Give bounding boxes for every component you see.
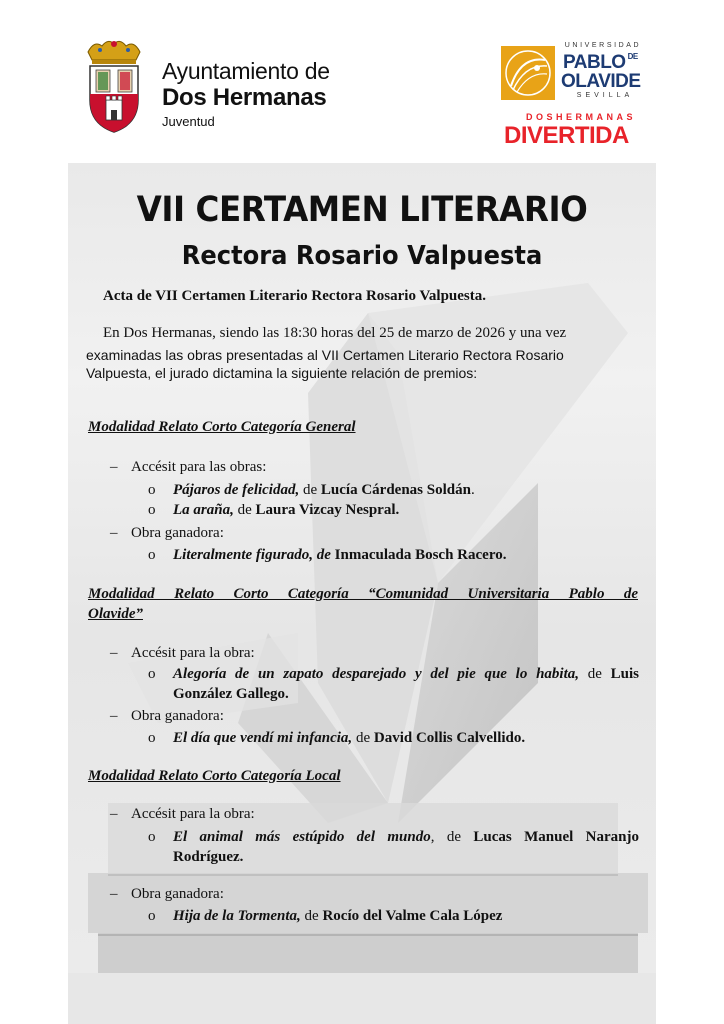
local-accesit1-title: El animal más estúpido del mundo	[173, 829, 431, 845]
local-accesit1-bullet: o	[148, 829, 156, 845]
upo-seal-icon	[501, 46, 555, 100]
local-accesit1-author-part2: Rodríguez.	[173, 849, 244, 865]
local-winner-entry	[173, 907, 502, 926]
general-accesit1-bullet: o	[148, 482, 156, 498]
universitaria-accesit1-bullet: o	[148, 666, 156, 682]
section-general-heading: Modalidad Relato Corto Categoría General	[88, 419, 356, 435]
local-winner-dash: –	[110, 886, 118, 902]
local-accesit1-de: , de	[430, 829, 462, 845]
section-local-heading: Modalidad Relato Corto Categoría Local	[88, 768, 341, 784]
universitaria-winner-label: Obra ganadora:	[131, 708, 224, 724]
universitaria-accesit1-author-part1: Luis	[610, 666, 640, 682]
intro-line3: Valpuesta, el jurado dictamina la siguiente relación de premios:	[86, 365, 478, 381]
general-accesit2-title: La araña,	[173, 502, 234, 518]
general-accesit1-entry: Pájaros de felicidad, de Lucía Cárdenas Soldán.	[173, 482, 475, 498]
general-winner-bullet: o	[148, 547, 156, 563]
divertida-top-text: DOSHERMANAS	[526, 112, 637, 122]
page-title: VII CERTAMEN LITERARIO	[136, 190, 588, 230]
universitaria-accesit1-author-part2: González Gallego.	[173, 686, 289, 702]
general-accesit1-title: Pájaros de felicidad,	[173, 482, 300, 498]
acta-heading: Acta de VII Certamen Literario Rectora Rosario Valpuesta.	[103, 288, 486, 304]
general-winner-author: Inmaculada Bosch Racero.	[334, 547, 507, 563]
universitaria-accesit1-entry	[173, 665, 639, 684]
universitaria-accesit1-de: de	[587, 666, 602, 682]
upo-sevilla: SEVILLA	[576, 92, 634, 99]
general-accesit2-entry	[173, 501, 399, 520]
dos-hermanas-crest-logo	[80, 38, 148, 134]
general-accesit2-bullet: o	[148, 502, 156, 518]
universitaria-accesit1-title: Alegoría de un zapato desparejado y del pie que lo habita,	[173, 666, 580, 682]
general-accesit-label: Accésit para las obras:	[131, 459, 267, 475]
local-winner-title: Hija de la Tormenta,	[173, 908, 301, 924]
universitaria-winner-bullet: o	[148, 730, 156, 746]
local-accesit-label: Accésit para la obra:	[131, 806, 255, 822]
upo-olavide: OLAVIDE	[561, 71, 641, 92]
universitaria-winner-de: de	[355, 730, 371, 746]
universitaria-winner-title: El día que vendí mi infancia,	[173, 730, 353, 746]
general-accesit2-author: Laura Vizcay Nespral.	[255, 502, 400, 518]
local-winner-de: de	[304, 908, 319, 924]
general-winner-dash: –	[110, 525, 118, 541]
universitaria-winner-dash: –	[110, 708, 118, 724]
ayuntamiento-line1: Ayuntamiento de	[162, 58, 330, 84]
local-accesit1-entry	[173, 828, 639, 847]
upo-universidad: UNIVERSIDAD	[564, 42, 642, 49]
upo-pablo-text: PABLO	[563, 52, 626, 73]
local-winner-author: Rocío del Valme Cala López	[322, 908, 503, 924]
local-winner-label: Obra ganadora:	[131, 886, 224, 902]
ayuntamiento-name	[162, 58, 330, 131]
universitaria-accesit-label: Accésit para la obra:	[131, 645, 255, 661]
upo-de-text: DE	[627, 52, 638, 61]
general-accesit1-de: de	[302, 482, 318, 498]
universitaria-winner-author: David Collis Calvellido.	[373, 730, 526, 746]
general-accesit-dash: –	[110, 459, 118, 475]
page-subtitle: Rectora Rosario Valpuesta	[181, 241, 543, 271]
general-accesit2-de: de	[237, 502, 252, 518]
divertida-main-text: DIVERTIDA	[504, 122, 629, 149]
local-winner-bullet: o	[148, 908, 156, 924]
ayuntamiento-line2: Dos Hermanas	[162, 84, 327, 111]
general-winner-title: Literalmente figurado, de	[173, 547, 331, 563]
intro-line2: examinadas las obras presentadas al VII Certamen Literario Rectora Rosario	[86, 347, 564, 363]
general-winner-label: Obra ganadora:	[131, 525, 224, 541]
ayuntamiento-line3: Juventud	[162, 114, 215, 129]
general-accesit1-author: Lucía Cárdenas Soldán	[320, 482, 471, 498]
local-accesit-dash: –	[110, 806, 118, 822]
upo-logo	[501, 42, 643, 104]
section-universitaria-heading-line1: Modalidad Relato Corto Categoría “Comunidad Universitaria Pablo de	[88, 586, 638, 602]
intro-line1: En Dos Hermanas, siendo las 18:30 horas del 25 de marzo de 2026 y una vez	[103, 325, 567, 341]
section-universitaria-heading-line2: Olavide”	[88, 606, 143, 622]
universitaria-winner-entry	[173, 729, 525, 748]
general-winner-entry	[173, 546, 506, 565]
local-accesit1-author-part1: Lucas Manuel Naranjo	[473, 829, 639, 845]
universitaria-accesit-dash: –	[110, 645, 118, 661]
dos-hermanas-divertida-logo	[504, 112, 642, 154]
